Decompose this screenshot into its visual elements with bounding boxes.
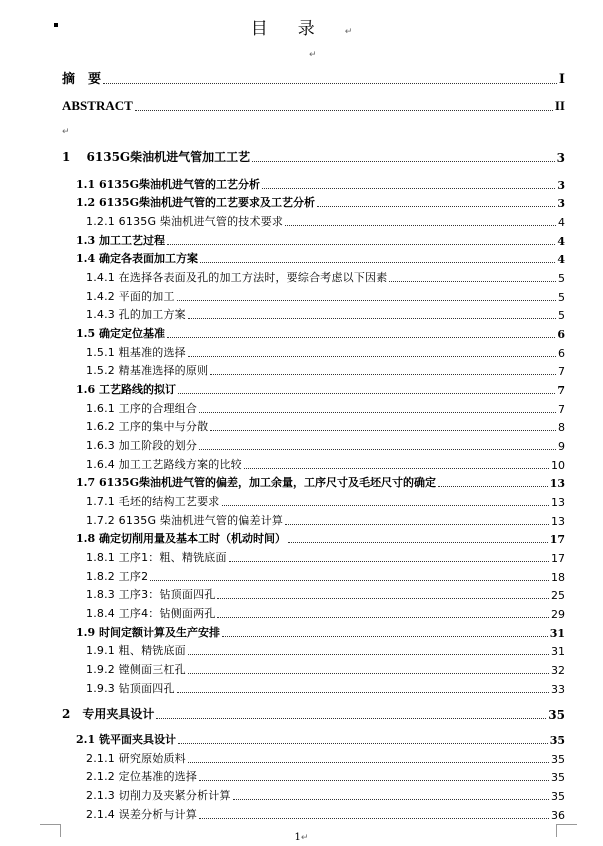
toc-entry[interactable] xyxy=(0,455,603,472)
toc-entry-page: 35 xyxy=(551,753,565,766)
toc-entry-page: 7 xyxy=(558,403,565,416)
toc-entry-label: 1.9 时间定额计算及生产安排 xyxy=(76,626,220,639)
toc-entry-label: 1.4.2 平面的加工 xyxy=(86,290,175,303)
toc-entry-label: ABSTRACT xyxy=(62,98,133,113)
toc-entry[interactable] xyxy=(0,399,603,416)
toc-entry-label: 2 专用夹具设计 xyxy=(62,707,155,721)
toc-entry-label: 1.8 确定切削用量及基本工时（机动时间） xyxy=(76,532,286,545)
toc-entry-page: 5 xyxy=(558,291,565,304)
page-footer xyxy=(0,832,603,843)
toc-entry-label: 1.9.2 镗侧面三杠孔 xyxy=(86,663,186,676)
toc-entry-page: 4 xyxy=(557,253,565,266)
toc-entry[interactable] xyxy=(0,249,603,266)
toc-entry[interactable] xyxy=(0,767,603,784)
toc-leader xyxy=(199,448,556,450)
toc-entry-page: 35 xyxy=(551,790,565,803)
toc-leader xyxy=(177,299,556,301)
toc-entry-page: 25 xyxy=(551,589,565,602)
toc-entry-page: 33 xyxy=(551,683,565,696)
page-number: 1 xyxy=(294,832,301,843)
toc-entry-label: 1.7 6135G柴油机进气管的偏差，加工余量，工序尺寸及毛坯尺寸的确定 xyxy=(76,476,436,489)
toc-entry-page: I xyxy=(558,72,565,87)
toc-entry[interactable] xyxy=(0,585,603,602)
toc-entry-label: 2.1.2 定位基准的选择 xyxy=(86,770,198,783)
toc-entry-page: 9 xyxy=(558,440,565,453)
toc-leader xyxy=(135,109,553,111)
toc-entry-page: 29 xyxy=(551,608,565,621)
toc-entry[interactable] xyxy=(0,287,603,304)
toc-entry-label: 2.1.1 研究原始质料 xyxy=(86,752,186,765)
footer-paragraph-mark: ↵ xyxy=(300,833,309,843)
toc-leader xyxy=(285,224,556,226)
toc-entry[interactable] xyxy=(0,641,603,658)
toc-leader xyxy=(167,336,555,338)
toc-entry[interactable] xyxy=(0,548,603,565)
toc-entry-label: 1.6.4 加工工艺路线方案的比较 xyxy=(86,458,242,471)
toc-entry-label: 1.5.2 精基准选择的原则 xyxy=(86,364,209,377)
toc-leader xyxy=(200,261,555,263)
toc-leader xyxy=(199,411,556,413)
toc-entry[interactable] xyxy=(0,175,603,192)
toc-leader xyxy=(285,523,549,525)
toc-leader xyxy=(188,761,549,763)
toc-leader xyxy=(222,635,548,637)
toc-leader xyxy=(222,504,550,506)
toc-leader xyxy=(252,160,554,162)
toc-entry-label: 1.6.3 加工阶段的划分 xyxy=(86,439,198,452)
toc-entry-page: 13 xyxy=(551,496,565,509)
toc-entry[interactable] xyxy=(0,380,603,397)
toc-leader xyxy=(103,82,557,84)
toc-entry-label: 2.1.3 切削力及夹紧分析计算 xyxy=(86,789,231,802)
empty-paragraph-mark: ↵ xyxy=(62,127,70,137)
toc-entry[interactable] xyxy=(0,705,603,722)
toc-leader xyxy=(167,243,555,245)
toc-entry[interactable] xyxy=(0,660,603,677)
toc-entry-label: 1.4.3 孔的加工方案 xyxy=(86,308,186,321)
toc-entry[interactable] xyxy=(0,623,603,640)
toc-entry-page: II xyxy=(554,98,565,113)
toc-entry-page: 4 xyxy=(558,216,565,229)
toc-leader xyxy=(199,817,549,819)
toc-entry-label: 1.8.3 工序3：钻顶面四孔 xyxy=(86,588,216,601)
toc-entry-label: 1.3 加工工艺过程 xyxy=(76,234,165,247)
toc-entry[interactable] xyxy=(0,70,603,87)
toc-entry-label: 1.8.1 工序1：粗、精铣底面 xyxy=(86,551,227,564)
toc-entry[interactable] xyxy=(0,231,603,248)
toc-entry-page: 32 xyxy=(551,664,565,677)
toc-leader xyxy=(262,187,555,189)
toc-entry[interactable] xyxy=(0,567,603,584)
toc-entry-page: 7 xyxy=(557,384,565,397)
toc-leader xyxy=(288,541,548,543)
toc-entry-page: 7 xyxy=(558,365,565,378)
toc-entry[interactable] xyxy=(0,730,603,747)
toc-entry-label: 1.5 确定定位基准 xyxy=(76,327,165,340)
toc-entry[interactable] xyxy=(0,417,603,434)
toc-entry-label: 1.6.1 工序的合理组合 xyxy=(86,402,198,415)
toc-entry[interactable] xyxy=(0,511,603,528)
title-text: 目录 xyxy=(250,19,345,39)
toc-entry-page: 3 xyxy=(557,197,565,210)
toc-leader xyxy=(210,429,556,431)
toc-entry[interactable] xyxy=(0,268,603,285)
toc-leader xyxy=(210,373,556,375)
toc-entry[interactable] xyxy=(0,473,603,490)
toc-entry-label: 1.7.2 6135G 柴油机进气管的偏差计算 xyxy=(86,514,284,527)
toc-entry-label: 1.9.1 粗、精铣底面 xyxy=(86,644,186,657)
toc-leader xyxy=(150,579,549,581)
toc-entry[interactable] xyxy=(0,97,603,114)
toc-entry-page: 35 xyxy=(549,734,565,747)
toc-entry[interactable] xyxy=(0,749,603,766)
toc-entry-page: 5 xyxy=(558,272,565,285)
toc-leader xyxy=(178,742,548,744)
toc-entry-page: 3 xyxy=(556,151,565,165)
toc-leader xyxy=(178,392,555,394)
toc-leader xyxy=(188,317,556,319)
toc-entry[interactable] xyxy=(0,361,603,378)
toc-entry[interactable] xyxy=(0,324,603,341)
toc-entry[interactable] xyxy=(0,805,603,822)
toc-entry[interactable] xyxy=(0,786,603,803)
toc-entry-page: 18 xyxy=(551,571,565,584)
toc-leader xyxy=(177,691,549,693)
toc-entry[interactable] xyxy=(0,436,603,453)
toc-leader xyxy=(217,616,549,618)
toc-entry-label: 1.1 6135G柴油机进气管的工艺分析 xyxy=(76,178,260,191)
toc-entry-label: 1.4.1 在选择各表面及孔的加工方法时，要综合考虑以下因素 xyxy=(86,271,388,284)
toc-leader xyxy=(156,717,546,719)
toc-entry-label: 1.4 确定各表面加工方案 xyxy=(76,252,198,265)
empty-paragraph-mark: ↵ xyxy=(309,50,317,60)
toc-entry-label: 1.8.2 工序2 xyxy=(86,570,149,583)
toc-entry-page: 5 xyxy=(558,309,565,322)
title-paragraph-mark: ↵ xyxy=(344,27,353,37)
toc-entry[interactable] xyxy=(0,212,603,229)
toc-entry-label: 1.9.3 钻顶面四孔 xyxy=(86,682,175,695)
page-title xyxy=(0,14,603,39)
toc-entry-page: 8 xyxy=(558,421,565,434)
toc-entry[interactable] xyxy=(0,529,603,546)
toc-entry-label: 1.7.1 毛坯的结构工艺要求 xyxy=(86,495,220,508)
toc-entry-page: 35 xyxy=(548,708,565,722)
toc-entry-page: 6 xyxy=(557,328,565,341)
toc-entry-page: 13 xyxy=(549,477,565,490)
toc-entry-label: 2.1 铣平面夹具设计 xyxy=(76,733,176,746)
toc-entry-label: 1.6 工艺路线的拟订 xyxy=(76,383,176,396)
toc-entry-label: 摘 要 xyxy=(62,72,102,87)
toc-entry[interactable] xyxy=(0,604,603,621)
toc-entry[interactable] xyxy=(0,193,603,210)
toc-entry-label: 1.2.1 6135G 柴油机进气管的技术要求 xyxy=(86,215,284,228)
toc-leader xyxy=(217,597,549,599)
toc-entry[interactable] xyxy=(0,492,603,509)
toc-entry-page: 36 xyxy=(551,809,565,822)
toc-entry-page: 17 xyxy=(551,552,565,565)
toc-entry-label: 1.5.1 粗基准的选择 xyxy=(86,346,186,359)
toc-leader xyxy=(244,467,549,469)
toc-entry-page: 6 xyxy=(558,347,565,360)
toc-entry-label: 1.8.4 工序4：钻侧面两孔 xyxy=(86,607,216,620)
toc-entry-page: 4 xyxy=(557,235,565,248)
toc-entry[interactable] xyxy=(0,305,603,322)
toc-leader xyxy=(188,672,549,674)
toc-leader xyxy=(233,798,549,800)
toc-entry[interactable] xyxy=(0,679,603,696)
toc-entry-page: 31 xyxy=(551,645,565,658)
toc-entry-label: 1.2 6135G柴油机进气管的工艺要求及工艺分析 xyxy=(76,196,315,209)
toc-entry-page: 13 xyxy=(551,515,565,528)
toc-leader xyxy=(389,280,556,282)
toc-entry-label: 1.6.2 工序的集中与分散 xyxy=(86,420,209,433)
toc-leader xyxy=(188,355,556,357)
toc-leader xyxy=(199,779,549,781)
toc-entry-page: 31 xyxy=(549,627,565,640)
toc-entry-page: 3 xyxy=(557,179,565,192)
toc-entry-label: 2.1.4 误差分析与计算 xyxy=(86,808,198,821)
toc-entry-page: 35 xyxy=(551,771,565,784)
toc-leader xyxy=(229,560,549,562)
toc-leader xyxy=(438,485,548,487)
toc-entry-label: 1 6135G柴油机进气管加工工艺 xyxy=(62,150,251,164)
toc-leader xyxy=(188,653,549,655)
toc-entry[interactable] xyxy=(0,148,603,165)
toc-entry-page: 10 xyxy=(551,459,565,472)
toc-entry[interactable] xyxy=(0,343,603,360)
toc-entry-page: 17 xyxy=(549,533,565,546)
toc-leader xyxy=(317,205,555,207)
